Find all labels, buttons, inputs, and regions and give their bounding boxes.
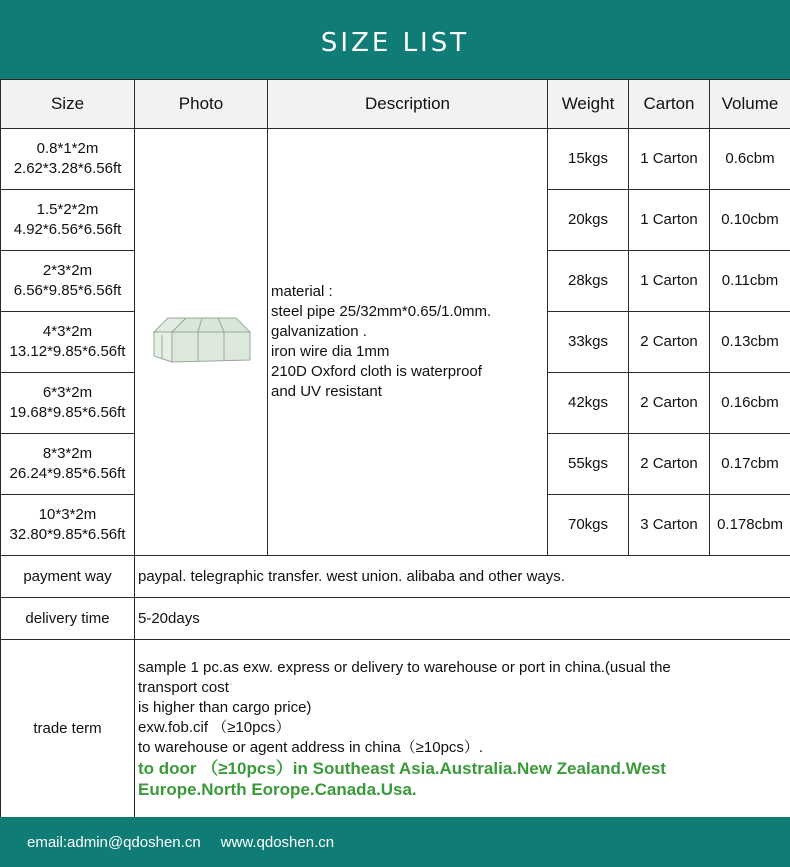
size-metric: 8*3*2m	[42, 445, 93, 462]
size-metric: 6*3*2m	[42, 384, 93, 401]
carton-cell: 2 Carton	[629, 434, 710, 495]
size-cell	[1, 251, 135, 312]
size-metric: 4*3*2m	[42, 323, 93, 340]
description-line: and UV resistant	[271, 383, 382, 400]
size-imperial: 4.92*6.56*6.56ft	[13, 221, 122, 238]
volume-cell: 0.13cbm	[710, 312, 790, 373]
size-metric: 0.8*1*2m	[36, 140, 99, 157]
trade-label: trade term	[1, 640, 135, 818]
trade-highlight-line: Europe.North Eorope.Canada.Usa.	[138, 779, 417, 799]
size-imperial: 6.56*9.85*6.56ft	[13, 282, 122, 299]
weight-cell: 15kgs	[548, 129, 629, 190]
size-imperial: 13.12*9.85*6.56ft	[9, 343, 126, 360]
delivery-value: 5-20days	[135, 598, 790, 640]
weight-cell: 42kgs	[548, 373, 629, 434]
size-imperial: 2.62*3.28*6.56ft	[13, 160, 122, 177]
size-cell	[1, 434, 135, 495]
footer-email: email:admin@qdoshen.cn	[27, 833, 201, 851]
volume-cell: 0.6cbm	[710, 129, 790, 190]
table-header-row	[1, 80, 790, 129]
table-row	[1, 129, 790, 190]
size-cell	[1, 190, 135, 251]
delivery-row	[1, 598, 790, 640]
description-line: material :	[271, 283, 333, 300]
weight-cell: 70kgs	[548, 495, 629, 556]
size-metric: 2*3*2m	[42, 262, 93, 279]
trade-line: transport cost	[138, 678, 229, 696]
delivery-label: delivery time	[1, 598, 135, 640]
trade-line: is higher than cargo price)	[138, 698, 312, 716]
footer-bar	[0, 817, 790, 867]
size-cell	[1, 129, 135, 190]
volume-cell: 0.16cbm	[710, 373, 790, 434]
column-header: Volume	[710, 80, 790, 129]
size-cell	[1, 495, 135, 556]
trade-value	[135, 640, 790, 818]
description-line: 210D Oxford cloth is waterproof	[271, 363, 482, 380]
column-header: Carton	[629, 80, 710, 129]
description-line: iron wire dia 1mm	[271, 343, 390, 360]
carton-cell: 1 Carton	[629, 190, 710, 251]
payment-label: payment way	[1, 556, 135, 598]
trade-line: exw.fob.cif （≥10pcs）	[138, 718, 291, 736]
column-header: Size	[1, 80, 135, 129]
column-header: Weight	[548, 80, 629, 129]
trade-row	[1, 640, 790, 818]
page-title: SIZE LIST	[320, 27, 470, 58]
carton-cell: 1 Carton	[629, 129, 710, 190]
size-metric: 10*3*2m	[38, 506, 97, 523]
footer-website: www.qdoshen.cn	[220, 833, 335, 851]
size-cell	[1, 373, 135, 434]
size-table	[0, 79, 790, 818]
description-line: galvanization .	[271, 323, 367, 340]
payment-value: paypal. telegraphic transfer. west union. alibaba and other ways.	[135, 556, 790, 598]
size-cell	[1, 312, 135, 373]
trade-line: sample 1 pc.as exw. express or delivery to warehouse or port in china.(usual the	[138, 658, 671, 676]
header-banner	[0, 0, 790, 79]
chicken-coop-image	[146, 304, 256, 374]
volume-cell: 0.11cbm	[710, 251, 790, 312]
column-header: Description	[268, 80, 548, 129]
size-imperial: 19.68*9.85*6.56ft	[9, 404, 126, 421]
carton-cell: 3 Carton	[629, 495, 710, 556]
volume-cell: 0.17cbm	[710, 434, 790, 495]
size-imperial: 32.80*9.85*6.56ft	[9, 526, 126, 543]
weight-cell: 20kgs	[548, 190, 629, 251]
size-metric: 1.5*2*2m	[36, 201, 99, 218]
trade-line: to warehouse or agent address in china（≥10pcs）.	[138, 738, 484, 756]
weight-cell: 28kgs	[548, 251, 629, 312]
size-imperial: 26.24*9.85*6.56ft	[9, 465, 126, 482]
description-line: steel pipe 25/32mm*0.65/1.0mm.	[271, 303, 492, 320]
volume-cell: 0.10cbm	[710, 190, 790, 251]
volume-cell: 0.178cbm	[710, 495, 790, 556]
weight-cell: 33kgs	[548, 312, 629, 373]
description-cell	[268, 129, 548, 556]
weight-cell: 55kgs	[548, 434, 629, 495]
trade-highlight-line: to door （≥10pcs）in Southeast Asia.Australia.New Zealand.West	[138, 758, 666, 778]
carton-cell: 2 Carton	[629, 373, 710, 434]
photo-cell	[135, 129, 268, 556]
payment-row	[1, 556, 790, 598]
carton-cell: 1 Carton	[629, 251, 710, 312]
carton-cell: 2 Carton	[629, 312, 710, 373]
column-header: Photo	[135, 80, 268, 129]
